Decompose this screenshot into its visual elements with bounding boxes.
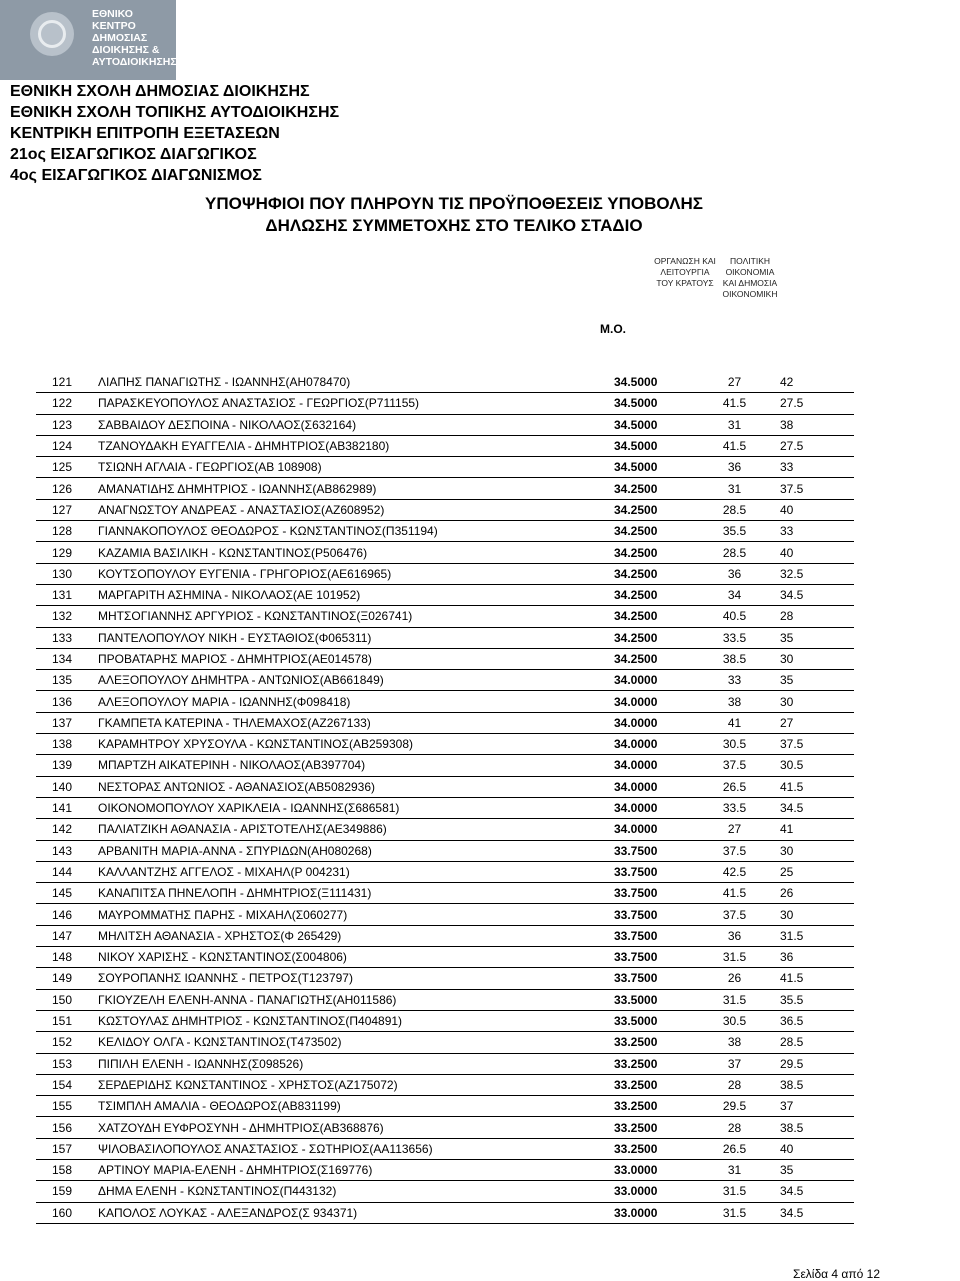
score-organization: 27 <box>689 372 766 393</box>
candidate-name: ΣΕΡΔΕΡΙΔΗΣ ΚΩΝΣΤΑΝΤΙΝΟΣ - ΧΡΗΣΤΟΣ(ΑΖ175072) <box>98 1074 614 1095</box>
candidate-name: ΜΗΤΣΟΓΙΑΝΝΗΣ ΑΡΓΥΡΙΟΣ - ΚΩΝΣΤΑΝΤΙΝΟΣ(Ξ026741) <box>98 606 614 627</box>
score-organization: 27 <box>689 819 766 840</box>
row-number: 160 <box>36 1202 98 1223</box>
score-economics: 40 <box>766 499 854 520</box>
table-row <box>36 499 854 520</box>
row-number: 144 <box>36 861 98 882</box>
score-organization: 26.5 <box>689 1138 766 1159</box>
candidate-name: ΤΖΑΝΟΥΔΑΚΗ ΕΥΑΓΓΕΛΙΑ - ΔΗΜΗΤΡΙΟΣ(ΑΒ382180) <box>98 435 614 456</box>
score-economics: 36 <box>766 947 854 968</box>
score-organization: 29.5 <box>689 1096 766 1117</box>
table-row <box>36 584 854 605</box>
page-number: Σελίδα 4 από 12 <box>793 1267 880 1281</box>
table-row <box>36 1202 854 1223</box>
candidate-name: ΟΙΚΟΝΟΜΟΠΟΥΛΟΥ ΧΑΡΙΚΛΕΙΑ - ΙΩΑΝΝΗΣ(Σ686581) <box>98 797 614 818</box>
mean-score: 34.2500 <box>614 584 689 605</box>
mean-score: 34.2500 <box>614 521 689 542</box>
score-economics: 36.5 <box>766 1010 854 1031</box>
table-row <box>36 1117 854 1138</box>
score-organization: 28 <box>689 1117 766 1138</box>
document-title-line-2: ΔΗΛΩΣΗΣ ΣΥΜΜΕΤΟΧΗΣ ΣΤΟ ΤΕΛΙΚΟ ΣΤΑΔΙΟ <box>265 216 643 235</box>
candidate-name: ΚΑΠΟΛΟΣ ΛΟΥΚΑΣ - ΑΛΕΞΑΝΔΡΟΣ(Σ 934371) <box>98 1202 614 1223</box>
mean-score: 34.5000 <box>614 393 689 414</box>
candidate-name: ΜΑΥΡΟΜΜΑΤΗΣ ΠΑΡΗΣ - ΜΙΧΑΗΛ(Σ060277) <box>98 904 614 925</box>
score-economics: 42 <box>766 372 854 393</box>
table-row <box>36 435 854 456</box>
mean-score: 33.7500 <box>614 947 689 968</box>
mean-score: 33.7500 <box>614 840 689 861</box>
candidate-name: ΚΩΣΤΟΥΛΑΣ ΔΗΜΗΤΡΙΟΣ - ΚΩΝΣΤΑΝΤΙΝΟΣ(Π404891) <box>98 1010 614 1031</box>
table-row <box>36 1159 854 1180</box>
mean-score: 34.2500 <box>614 627 689 648</box>
table-row <box>36 606 854 627</box>
mean-score: 34.0000 <box>614 755 689 776</box>
row-number: 132 <box>36 606 98 627</box>
table-row <box>36 755 854 776</box>
row-number: 124 <box>36 435 98 456</box>
mean-score: 33.0000 <box>614 1181 689 1202</box>
mean-score: 34.0000 <box>614 691 689 712</box>
table-row <box>36 734 854 755</box>
table-row <box>36 712 854 733</box>
score-organization: 40.5 <box>689 606 766 627</box>
score-economics: 31.5 <box>766 925 854 946</box>
candidate-name: ΓΚΑΜΠΕΤΑ ΚΑΤΕΡΙΝΑ - ΤΗΛΕΜΑΧΟΣ(ΑΖ267133) <box>98 712 614 733</box>
score-economics: 28 <box>766 606 854 627</box>
candidate-name: ΚΑΖΑΜΙΑ ΒΑΣΙΛΙΚΗ - ΚΩΝΣΤΑΝΤΙΝΟΣ(Ρ506476) <box>98 542 614 563</box>
score-economics: 30 <box>766 904 854 925</box>
candidate-name: ΚΑΝΑΠΙΤΣΑ ΠΗΝΕΛΟΠΗ - ΔΗΜΗΤΡΙΟΣ(Ξ111431) <box>98 883 614 904</box>
score-organization: 33.5 <box>689 797 766 818</box>
mean-score: 33.7500 <box>614 861 689 882</box>
row-number: 151 <box>36 1010 98 1031</box>
score-organization: 36 <box>689 925 766 946</box>
header-line-3: ΚΕΝΤΡΙΚΗ ΕΠΙΤΡΟΠΗ ΕΞΕΤΑΣΕΩΝ <box>10 125 280 142</box>
table-row <box>36 521 854 542</box>
score-organization: 37.5 <box>689 840 766 861</box>
table-row <box>36 1032 854 1053</box>
candidate-name: ΠΑΝΤΕΛΟΠΟΥΛΟΥ ΝΙΚΗ - ΕΥΣΤΑΘΙΟΣ(Φ065311) <box>98 627 614 648</box>
candidate-name: ΑΡΤΙΝΟΥ ΜΑΡΙΑ-ΕΛΕΝΗ - ΔΗΜΗΤΡΙΟΣ(Σ169776) <box>98 1159 614 1180</box>
column-header-organization-line: ΛΕΙΤΟΥΡΓΙΑ <box>660 267 710 277</box>
score-organization: 36 <box>689 457 766 478</box>
score-economics: 34.5 <box>766 1181 854 1202</box>
column-header-mean: Μ.Ο. <box>600 322 626 336</box>
ekdda-logo <box>0 0 176 80</box>
score-economics: 33 <box>766 457 854 478</box>
candidate-name: ΝΙΚΟΥ ΧΑΡΙΣΗΣ - ΚΩΝΣΤΑΝΤΙΝΟΣ(Σ004806) <box>98 947 614 968</box>
score-economics: 38.5 <box>766 1074 854 1095</box>
candidate-name: ΑΛΕΞΟΠΟΥΛΟΥ ΔΗΜΗΤΡΑ - ΑΝΤΩΝΙΟΣ(ΑΒ661849) <box>98 670 614 691</box>
row-number: 143 <box>36 840 98 861</box>
candidate-name: ΚΕΛΙΔΟΥ ΟΛΓΑ - ΚΩΝΣΤΑΝΤΙΝΟΣ(Τ473502) <box>98 1032 614 1053</box>
mean-score: 33.2500 <box>614 1096 689 1117</box>
table-row <box>36 797 854 818</box>
candidate-name: ΣΑΒΒΑΙΔΟΥ ΔΕΣΠΟΙΝΑ - ΝΙΚΟΛΑΟΣ(Σ632164) <box>98 414 614 435</box>
score-economics: 41 <box>766 819 854 840</box>
row-number: 148 <box>36 947 98 968</box>
score-economics: 28.5 <box>766 1032 854 1053</box>
row-number: 142 <box>36 819 98 840</box>
row-number: 121 <box>36 372 98 393</box>
row-number: 133 <box>36 627 98 648</box>
header-line-5: 4ος ΕΙΣΑΓΩΓΙΚΟΣ ΔΙΑΓΩΝΙΣΜΟΣ <box>10 167 262 184</box>
score-organization: 38.5 <box>689 648 766 669</box>
row-number: 150 <box>36 989 98 1010</box>
score-economics: 25 <box>766 861 854 882</box>
score-organization: 35.5 <box>689 521 766 542</box>
candidate-name: ΓΙΑΝΝΑΚΟΠΟΥΛΟΣ ΘΕΟΔΩΡΟΣ - ΚΩΝΣΤΑΝΤΙΝΟΣ(Π351194) <box>98 521 614 542</box>
candidate-name: ΤΣΙΩΝΗ ΑΓΛΑΙΑ - ΓΕΩΡΓΙΟΣ(ΑΒ 108908) <box>98 457 614 478</box>
table-row <box>36 1096 854 1117</box>
table-row <box>36 1010 854 1031</box>
candidate-name: ΜΠΑΡΤΖΗ ΑΙΚΑΤΕΡΙΝΗ - ΝΙΚΟΛΑΟΣ(ΑΒ397704) <box>98 755 614 776</box>
candidate-name: ΑΡΒΑΝΙΤΗ ΜΑΡΙΑ-ΑΝΝΑ - ΣΠΥΡΙΔΩΝ(ΑΗ080268) <box>98 840 614 861</box>
row-number: 127 <box>36 499 98 520</box>
row-number: 146 <box>36 904 98 925</box>
score-organization: 36 <box>689 563 766 584</box>
header-line-4: 21ος ΕΙΣΑΓΩΓΙΚΟΣ ΔΙΑΓΩΓΙΚΟΣ <box>10 146 257 163</box>
candidate-name: ΣΟΥΡΟΠΑΝΗΣ ΙΩΑΝΝΗΣ - ΠΕΤΡΟΣ(Τ123797) <box>98 968 614 989</box>
row-number: 138 <box>36 734 98 755</box>
candidate-name: ΔΗΜΑ ΕΛΕΝΗ - ΚΩΝΣΤΑΝΤΙΝΟΣ(Π443132) <box>98 1181 614 1202</box>
table-row <box>36 393 854 414</box>
score-organization: 33 <box>689 670 766 691</box>
score-economics: 30.5 <box>766 755 854 776</box>
document-title-line-1: ΥΠΟΨΗΦΙΟΙ ΠΟΥ ΠΛΗΡΟΥΝ ΤΙΣ ΠΡΟΫΠΟΘΕΣΕΙΣ ΥΠΟΒΟΛΗΣ <box>204 194 703 213</box>
score-organization: 26 <box>689 968 766 989</box>
row-number: 152 <box>36 1032 98 1053</box>
candidate-name: ΓΚΙΟΥΖΕΛΗ ΕΛΕΝΗ-ΑΝΝΑ - ΠΑΝΑΓΙΩΤΗΣ(ΑΗ011586) <box>98 989 614 1010</box>
row-number: 131 <box>36 584 98 605</box>
score-organization: 26.5 <box>689 776 766 797</box>
score-organization: 41.5 <box>689 883 766 904</box>
score-organization: 31.5 <box>689 1202 766 1223</box>
score-organization: 33.5 <box>689 627 766 648</box>
mean-score: 34.2500 <box>614 499 689 520</box>
row-number: 145 <box>36 883 98 904</box>
candidate-name: ΜΗΛΙΤΣΗ ΑΘΑΝΑΣΙΑ - ΧΡΗΣΤΟΣ(Φ 265429) <box>98 925 614 946</box>
candidate-name: ΠΑΛΙΑΤΖΙΚΗ ΑΘΑΝΑΣΙΑ - ΑΡΙΣΤΟΤΕΛΗΣ(ΑΕ349886) <box>98 819 614 840</box>
mean-score: 34.5000 <box>614 457 689 478</box>
score-organization: 31.5 <box>689 989 766 1010</box>
mean-score: 33.2500 <box>614 1117 689 1138</box>
mean-score: 34.0000 <box>614 712 689 733</box>
score-economics: 37.5 <box>766 734 854 755</box>
row-number: 135 <box>36 670 98 691</box>
score-economics: 30 <box>766 840 854 861</box>
row-number: 159 <box>36 1181 98 1202</box>
column-header-organization-line: ΟΡΓΑΝΩΣΗ ΚΑΙ <box>654 256 716 266</box>
score-economics: 34.5 <box>766 797 854 818</box>
score-organization: 31 <box>689 414 766 435</box>
row-number: 153 <box>36 1053 98 1074</box>
score-economics: 41.5 <box>766 776 854 797</box>
table-row <box>36 840 854 861</box>
table-row <box>36 414 854 435</box>
row-number: 129 <box>36 542 98 563</box>
mean-score: 34.0000 <box>614 776 689 797</box>
mean-score: 34.0000 <box>614 670 689 691</box>
score-economics: 27.5 <box>766 435 854 456</box>
table-row <box>36 947 854 968</box>
score-organization: 31 <box>689 1159 766 1180</box>
candidate-name: ΨΙΛΟΒΑΣΙΛΟΠΟΥΛΟΣ ΑΝΑΣΤΑΣΙΟΣ - ΣΩΤΗΡΙΟΣ(ΑΑ113656) <box>98 1138 614 1159</box>
table-row <box>36 925 854 946</box>
score-economics: 33 <box>766 521 854 542</box>
score-economics: 27 <box>766 712 854 733</box>
score-organization: 30.5 <box>689 1010 766 1031</box>
mean-score: 34.0000 <box>614 734 689 755</box>
row-number: 157 <box>36 1138 98 1159</box>
row-number: 154 <box>36 1074 98 1095</box>
score-economics: 35.5 <box>766 989 854 1010</box>
table-row <box>36 904 854 925</box>
mean-score: 34.0000 <box>614 819 689 840</box>
score-economics: 35 <box>766 627 854 648</box>
score-economics: 38.5 <box>766 1117 854 1138</box>
row-number: 130 <box>36 563 98 584</box>
score-organization: 38 <box>689 691 766 712</box>
mean-score: 33.0000 <box>614 1202 689 1223</box>
score-economics: 27.5 <box>766 393 854 414</box>
score-organization: 37.5 <box>689 755 766 776</box>
column-header-organization-line: ΤΟΥ ΚΡΑΤΟΥΣ <box>656 278 714 288</box>
candidate-name: ΑΝΑΓΝΩΣΤΟΥ ΑΝΔΡΕΑΣ - ΑΝΑΣΤΑΣΙΟΣ(ΑΖ608952) <box>98 499 614 520</box>
candidate-name: ΚΟΥΤΣΟΠΟΥΛΟΥ ΕΥΓΕΝΙΑ - ΓΡΗΓΟΡΙΟΣ(ΑΕ616965) <box>98 563 614 584</box>
candidate-name: ΛΙΑΠΗΣ ΠΑΝΑΓΙΩΤΗΣ - ΙΩΑΝΝΗΣ(ΑΗ078470) <box>98 372 614 393</box>
table-row <box>36 819 854 840</box>
table-row <box>36 670 854 691</box>
row-number: 122 <box>36 393 98 414</box>
score-economics: 26 <box>766 883 854 904</box>
mean-score: 33.5000 <box>614 1010 689 1031</box>
candidate-name: ΤΣΙΜΠΛΗ ΑΜΑΛΙΑ - ΘΕΟΔΩΡΟΣ(ΑΒ831199) <box>98 1096 614 1117</box>
row-number: 136 <box>36 691 98 712</box>
score-organization: 31.5 <box>689 947 766 968</box>
table-row <box>36 542 854 563</box>
table-row <box>36 1074 854 1095</box>
row-number: 140 <box>36 776 98 797</box>
mean-score: 34.0000 <box>614 797 689 818</box>
row-number: 158 <box>36 1159 98 1180</box>
table-row <box>36 691 854 712</box>
mean-score: 33.2500 <box>614 1074 689 1095</box>
row-number: 156 <box>36 1117 98 1138</box>
mean-score: 34.5000 <box>614 372 689 393</box>
mean-score: 34.5000 <box>614 414 689 435</box>
score-organization: 41 <box>689 712 766 733</box>
row-number: 125 <box>36 457 98 478</box>
table-row <box>36 563 854 584</box>
mean-score: 33.7500 <box>614 968 689 989</box>
header-line-2: ΕΘΝΙΚΗ ΣΧΟΛΗ ΤΟΠΙΚΗΣ ΑΥΤΟΔΙΟΙΚΗΣΗΣ <box>10 104 340 121</box>
score-economics: 40 <box>766 542 854 563</box>
score-organization: 30.5 <box>689 734 766 755</box>
mean-score: 34.2500 <box>614 478 689 499</box>
candidate-name: ΠΑΡΑΣΚΕΥΟΠΟΥΛΟΣ ΑΝΑΣΤΑΣΙΟΣ - ΓΕΩΡΓΙΟΣ(Ρ711155) <box>98 393 614 414</box>
candidate-name: ΜΑΡΓΑΡΙΤΗ ΑΣΗΜΙΝΑ - ΝΙΚΟΛΑΟΣ(ΑΕ 101952) <box>98 584 614 605</box>
score-organization: 28.5 <box>689 499 766 520</box>
row-number: 155 <box>36 1096 98 1117</box>
score-economics: 34.5 <box>766 1202 854 1223</box>
score-organization: 37 <box>689 1053 766 1074</box>
score-economics: 38 <box>766 414 854 435</box>
candidate-name: ΚΑΛΛΑΝΤΖΗΣ ΑΓΓΕΛΟΣ - ΜΙΧΑΗΛ(Ρ 004231) <box>98 861 614 882</box>
mean-score: 33.2500 <box>614 1138 689 1159</box>
table-row <box>36 372 854 393</box>
column-header-economics-line: ΠΟΛΙΤΙΚΗ <box>730 256 770 266</box>
score-economics: 41.5 <box>766 968 854 989</box>
score-organization: 42.5 <box>689 861 766 882</box>
score-economics: 40 <box>766 1138 854 1159</box>
score-economics: 37 <box>766 1096 854 1117</box>
row-number: 149 <box>36 968 98 989</box>
candidate-name: ΑΜΑΝΑΤΙΔΗΣ ΔΗΜΗΤΡΙΟΣ - ΙΩΑΝΝΗΣ(ΑΒ862989) <box>98 478 614 499</box>
table-row <box>36 1181 854 1202</box>
score-organization: 41.5 <box>689 393 766 414</box>
score-economics: 37.5 <box>766 478 854 499</box>
score-organization: 38 <box>689 1032 766 1053</box>
table-row <box>36 1138 854 1159</box>
table-row <box>36 1053 854 1074</box>
score-organization: 34 <box>689 584 766 605</box>
score-organization: 41.5 <box>689 435 766 456</box>
mean-score: 33.2500 <box>614 1053 689 1074</box>
table-row <box>36 776 854 797</box>
score-economics: 29.5 <box>766 1053 854 1074</box>
score-organization: 28.5 <box>689 542 766 563</box>
mean-score: 33.7500 <box>614 925 689 946</box>
score-organization: 37.5 <box>689 904 766 925</box>
candidate-name: ΚΑΡΑΜΗΤΡΟΥ ΧΡΥΣΟΥΛΑ - ΚΩΝΣΤΑΝΤΙΝΟΣ(ΑΒ259308) <box>98 734 614 755</box>
score-economics: 32.5 <box>766 563 854 584</box>
table-row <box>36 478 854 499</box>
row-number: 134 <box>36 648 98 669</box>
mean-score: 33.7500 <box>614 904 689 925</box>
table-row <box>36 627 854 648</box>
candidate-name: ΝΕΣΤΟΡΑΣ ΑΝΤΩΝΙΟΣ - ΑΘΑΝΑΣΙΟΣ(ΑΒ5082936) <box>98 776 614 797</box>
score-economics: 30 <box>766 648 854 669</box>
table-row <box>36 883 854 904</box>
table-row <box>36 968 854 989</box>
candidate-name: ΑΛΕΞΟΠΟΥΛΟΥ ΜΑΡΙΑ - ΙΩΑΝΝΗΣ(Φ098418) <box>98 691 614 712</box>
row-number: 126 <box>36 478 98 499</box>
row-number: 137 <box>36 712 98 733</box>
row-number: 147 <box>36 925 98 946</box>
candidate-name: ΧΑΤΖΟΥΔΗ ΕΥΦΡΟΣΥΝΗ - ΔΗΜΗΤΡΙΟΣ(ΑΒ368876) <box>98 1117 614 1138</box>
mean-score: 33.2500 <box>614 1032 689 1053</box>
row-number: 139 <box>36 755 98 776</box>
mean-score: 34.2500 <box>614 648 689 669</box>
score-organization: 31 <box>689 478 766 499</box>
row-number: 128 <box>36 521 98 542</box>
score-economics: 34.5 <box>766 584 854 605</box>
mean-score: 34.5000 <box>614 435 689 456</box>
candidate-name: ΠΙΠΙΛΗ ΕΛΕΝΗ - ΙΩΑΝΝΗΣ(Σ098526) <box>98 1053 614 1074</box>
score-organization: 28 <box>689 1074 766 1095</box>
score-economics: 30 <box>766 691 854 712</box>
score-organization: 31.5 <box>689 1181 766 1202</box>
table-row <box>36 648 854 669</box>
table-row <box>36 861 854 882</box>
mean-score: 34.2500 <box>614 563 689 584</box>
table-row <box>36 989 854 1010</box>
mean-score: 34.2500 <box>614 542 689 563</box>
logo-emblem-icon <box>30 12 74 56</box>
candidate-name: ΠΡΟΒΑΤΑΡΗΣ ΜΑΡΙΟΣ - ΔΗΜΗΤΡΙΟΣ(ΑΕ014578) <box>98 648 614 669</box>
column-header-economics-line: ΚΑΙ ΔΗΜΟΣΙΑ <box>722 278 778 288</box>
row-number: 141 <box>36 797 98 818</box>
score-economics: 35 <box>766 1159 854 1180</box>
column-header-economics <box>705 256 795 300</box>
table-row <box>36 457 854 478</box>
logo-text: ΕΘΝΙΚΟ ΚΕΝΤΡΟ ΔΗΜΟΣΙΑΣ ΔΙΟΙΚΗΣΗΣ & ΑΥΤΟΔΙΟΙΚΗΣΗΣ <box>92 8 177 68</box>
candidates-table <box>36 372 854 1224</box>
column-header-economics-line: ΟΙΚΟΝΟΜΙΑ <box>725 267 775 277</box>
row-number: 123 <box>36 414 98 435</box>
mean-score: 34.2500 <box>614 606 689 627</box>
mean-score: 33.7500 <box>614 883 689 904</box>
header-line-1: ΕΘΝΙΚΗ ΣΧΟΛΗ ΔΗΜΟΣΙΑΣ ΔΙΟΙΚΗΣΗΣ <box>10 83 310 100</box>
column-header-economics-line: ΟΙΚΟΝΟΜΙΚΗ <box>722 289 778 299</box>
mean-score: 33.5000 <box>614 989 689 1010</box>
mean-score: 33.0000 <box>614 1159 689 1180</box>
score-economics: 35 <box>766 670 854 691</box>
